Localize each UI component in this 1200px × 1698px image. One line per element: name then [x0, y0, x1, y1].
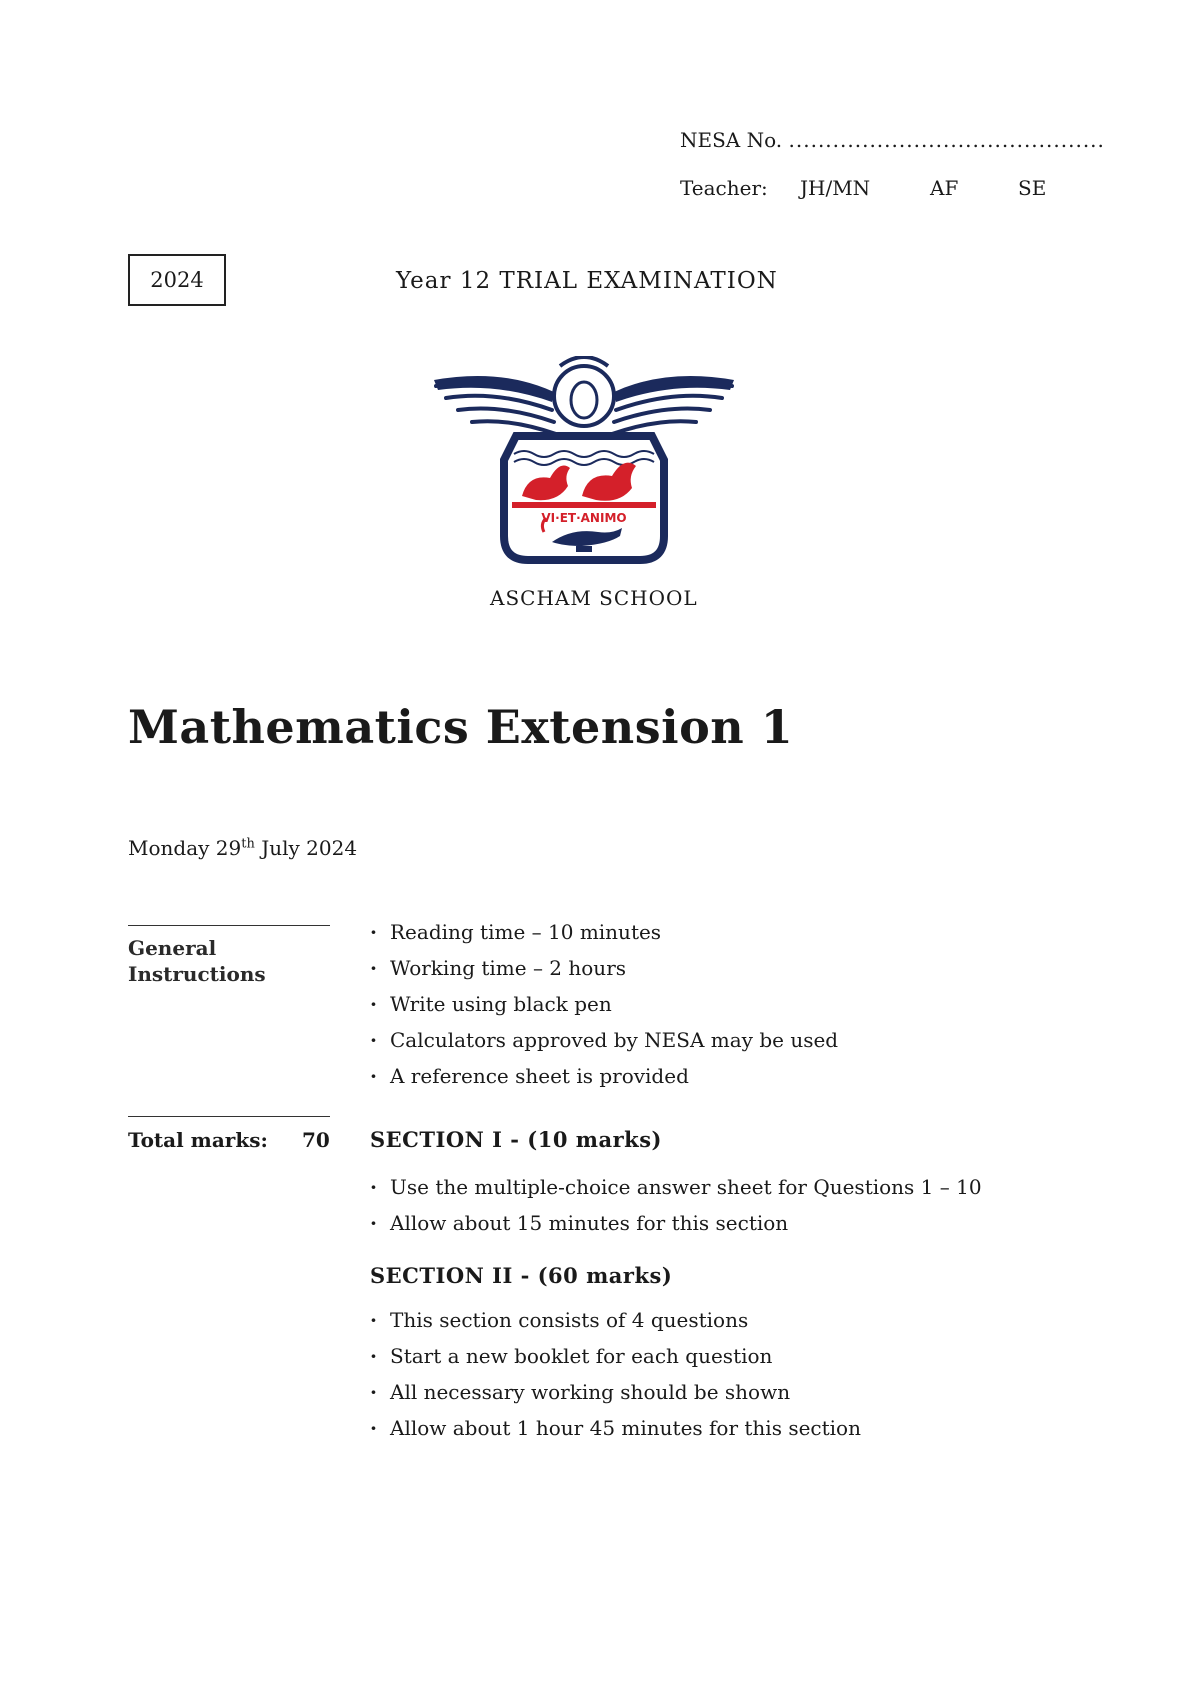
list-item: · Allow about 1 hour 45 minutes for this section [370, 1410, 861, 1446]
general-label-line2: Instructions [128, 962, 266, 986]
teacher-label: Teacher: [680, 176, 768, 200]
teacher-row [680, 176, 1046, 200]
list-item: · Working time – 2 hours [370, 950, 838, 986]
list-item: · This section consists of 4 questions [370, 1302, 861, 1338]
nesa-number-field [680, 128, 1105, 152]
school-name: ASCHAM SCHOOL [490, 586, 698, 610]
section-2-list [370, 1302, 861, 1446]
list-item: · Reading time – 10 minutes [370, 914, 838, 950]
general-label-line1: General [128, 936, 217, 960]
list-item: · Use the multiple-choice answer sheet for Questions 1 – 10 [370, 1169, 982, 1205]
year-box: 2024 [128, 254, 226, 306]
exam-date [128, 836, 357, 860]
list-item: · All necessary working should be shown [370, 1374, 861, 1410]
nesa-label: NESA No. [680, 128, 783, 152]
section-1-list [370, 1169, 982, 1241]
total-marks-label: Total marks: [128, 1128, 268, 1152]
school-crest-logo [432, 356, 736, 570]
general-instructions-list [370, 914, 838, 1094]
subject-title: Mathematics Extension 1 [128, 700, 794, 754]
teacher-option-se: SE [1018, 176, 1047, 200]
nesa-dots: ........................................... [788, 128, 1105, 152]
date-day: Monday 29 [128, 836, 242, 860]
exam-title: Year 12 TRIAL EXAMINATION [396, 268, 778, 294]
crest-motto: VI·ET·ANIMO [541, 511, 627, 525]
date-rest: July 2024 [254, 836, 358, 860]
teacher-option-jhmn: JH/MN [800, 176, 871, 200]
divider-general [128, 925, 330, 926]
date-ordinal: th [241, 836, 255, 852]
total-marks-value: 70 [302, 1128, 330, 1152]
list-item: · Calculators approved by NESA may be used [370, 1022, 838, 1058]
list-item: · A reference sheet is provided [370, 1058, 838, 1094]
list-item: · Write using black pen [370, 986, 838, 1022]
list-item: · Allow about 15 minutes for this section [370, 1205, 982, 1241]
section-2-heading: SECTION II - (60 marks) [370, 1263, 673, 1288]
divider-total [128, 1116, 330, 1117]
teacher-option-af: AF [930, 176, 959, 200]
list-item: · Start a new booklet for each question [370, 1338, 861, 1374]
section-1-heading: SECTION I - (10 marks) [370, 1127, 662, 1152]
general-instructions-label [128, 935, 266, 987]
